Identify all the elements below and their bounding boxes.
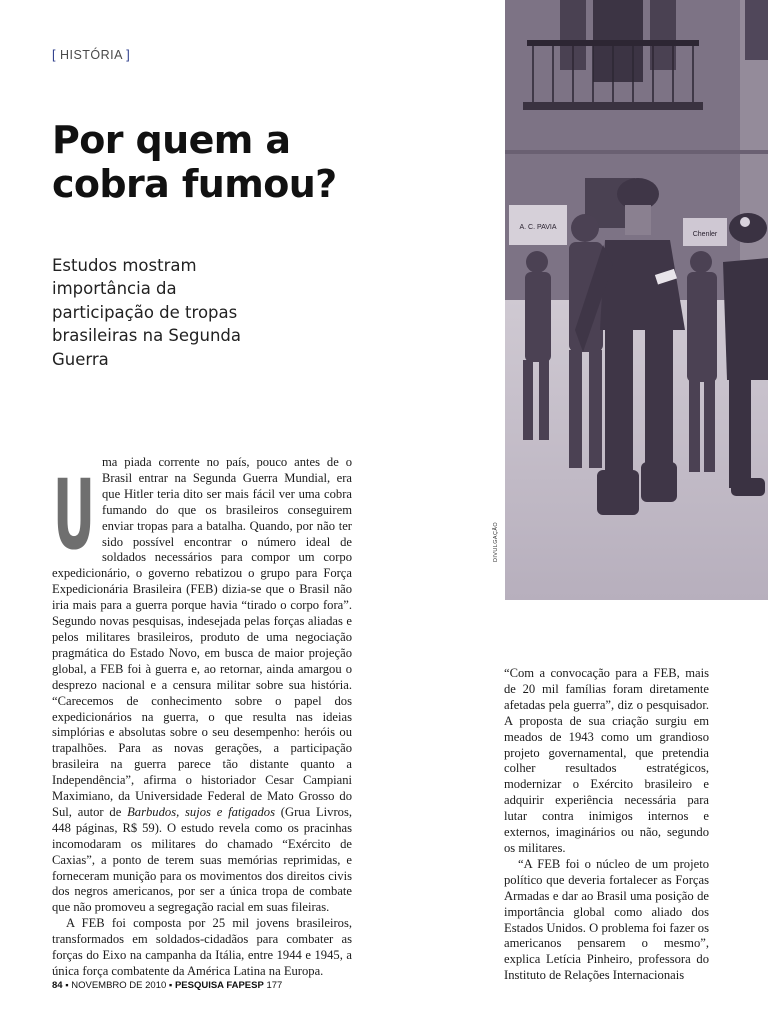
body-text: (Grua Livros, 448 páginas, R$ 59). O estudo revela como os pracinhas incomodaram os militares do chamado “Exército de Caxias”, a ponto de terem suas memórias reprimidas, e forneceram munição para os movimentos dos direitos civis dos negros americanos, por ser a única tropa de combate que não promoveu a segregação racial em suas fileiras. <box>52 804 352 915</box>
section-tag: [ HISTÓRIA ] <box>52 48 131 62</box>
page-footer <box>52 980 282 991</box>
book-title: Barbudos, sujos e fatigados <box>127 804 275 819</box>
photo-sign-text: Chenler <box>692 231 718 238</box>
body-text: ma piada corrente no país, pouco antes de o Brasil entrar na Segunda Guerra Mundial, era que Hitler teria dito ser mais fácil ver uma cobra fumando do que os brasileiros conseguirem enviar tropas para a batalha. Quando, por não ter sido possível encontrar o número ideal de soldados necessários para compor um corpo expedicionário, o governo rebatizou o grupo para Força Expedicionária Brasileira (FEB) dizia-se que o Brasil não iria mais para a guerra porque havia “tirado o corpo fora”. Segundo novas pesquisas, indesejada pelas forças aliadas e pelos militares brasileiros, produto de uma negociação pragmática do Estado Novo, em busca de maior projeção global, a FEB foi à guerra e, ao retornar, ainda amargou o desprezo nacional e a censura militar sobre sua história. “Carecemos de conhecimento sobre o papel dos expedicionários na guerra, o que resulta nas ideias simplórias e absolutas sobre o seu desempenho: heróis ou trapalhões. Para as novas gerações, a participação brasileira na guerra parece tão distante quanto a Independência”, afirma o historiador Cesar Campiani Maximiano, da Universidade Federal de Mato Grosso do Sul, autor de <box>52 455 352 819</box>
body-paragraph: A FEB foi composta por 25 mil jovens brasileiros, transformados em soldados-cidadãos para combater as forças do Eixo na campanha da Itália, entre 1944 e 1945, a única força combatente da América Latina na Europa. <box>52 916 352 978</box>
photo-credit: DIVULGAÇÃO <box>493 521 499 562</box>
magazine-name: PESQUISA FAPESP <box>174 980 264 991</box>
dropcap <box>52 457 96 571</box>
issue-number: 177 <box>266 980 283 991</box>
photo-sign-text: A. C. PAVIA <box>519 224 557 231</box>
section-tag-label: HISTÓRIA <box>59 48 123 62</box>
body-paragraph: “A FEB foi o núcleo de um projeto político que deveria fortalecer as Forças Armadas e dar ao Brasil uma posição de importância global como aliado dos Estados Unidos. O problema foi fazer os americanos pensarem o mesmo”, explica Letícia Pinheiro, professora do Instituto de Relações Internacionais <box>504 856 709 983</box>
footer-separator: ▪ <box>65 980 72 991</box>
body-column-left <box>52 455 352 980</box>
body-paragraph: “Com a convocação para a FEB, mais de 20 mil famílias foram diretamente afetadas pela guerra”, diz o pesquisador. A proposta de sua criação surgiu em meados de 1943 como um grandioso projeto governamental, que pretendia colher resultados estratégicos, modernizar o Exército brasileiro e adquirir experiência necessária para lutar contra inimigos internos e externos, imaginários ou não, segundo os militares. <box>504 666 709 855</box>
article-title-line-2: cobra fumou? <box>52 162 337 206</box>
soldiers-photo <box>505 0 768 600</box>
issue-date: NOVEMBRO DE 2010 <box>71 980 167 991</box>
body-column-right <box>504 666 709 984</box>
page-number: 84 <box>52 980 63 991</box>
body-paragraph <box>52 455 352 916</box>
dropcap-letter: U <box>53 459 95 571</box>
article-title-line-1: Por quem a <box>52 118 291 162</box>
article-title <box>52 118 372 206</box>
footer-separator: ▪ <box>168 980 175 991</box>
article-deck: Estudos mostram importância da participação de tropas brasileiras na Segunda Guerra <box>52 256 242 369</box>
